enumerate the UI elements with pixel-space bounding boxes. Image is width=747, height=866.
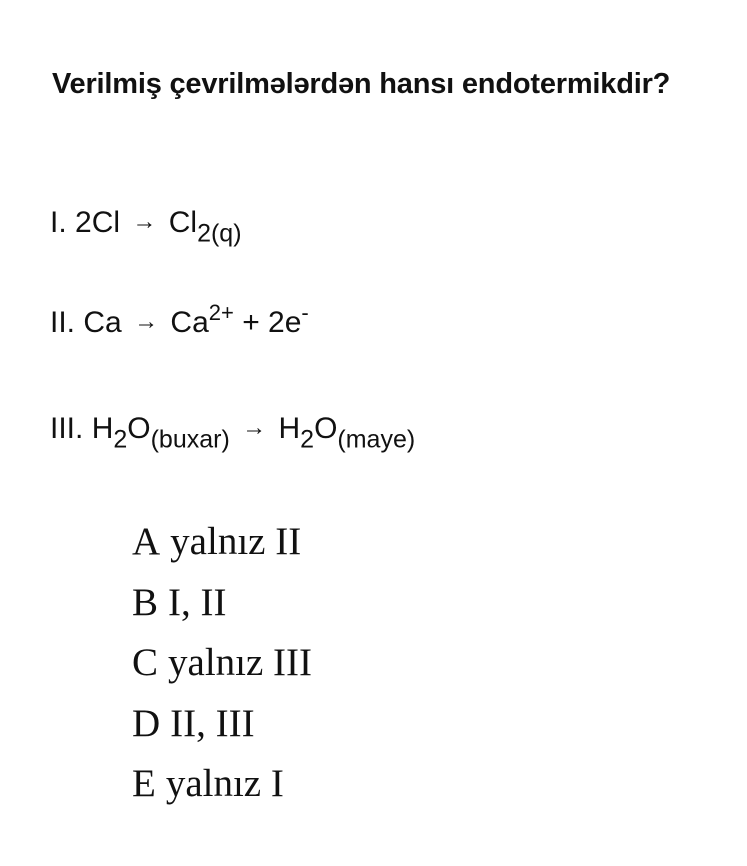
statement-3-numeral: III. (50, 412, 84, 445)
option-letter: E (132, 762, 156, 805)
option-letter: A (132, 520, 161, 563)
option-d[interactable] (132, 694, 312, 755)
statement-2-rhs-charge: 2+ (208, 299, 234, 325)
option-text: yalnız I (165, 762, 284, 805)
statement-1-numeral: I. (50, 206, 67, 239)
option-text: yalnız III (168, 641, 313, 684)
reaction-arrow-icon: → (242, 414, 267, 441)
option-text: I, II (168, 580, 227, 624)
statement-3-rhs-subscript: 2 (300, 425, 315, 454)
option-a[interactable] (132, 512, 312, 573)
statement-1-rhs-subscript: 2(q) (197, 219, 242, 248)
statement-2-rhs: Ca (170, 306, 209, 339)
statement-2-rhs-electrons: + 2e (233, 306, 302, 339)
option-c[interactable] (132, 633, 312, 694)
statement-1 (50, 202, 242, 248)
statement-3-rhs-h: H (278, 412, 301, 445)
answer-options (132, 512, 312, 815)
option-e[interactable] (132, 754, 312, 815)
option-text: yalnız II (170, 520, 302, 563)
reaction-arrow-icon: → (132, 208, 157, 235)
statement-3-rhs-state: (maye) (337, 425, 416, 454)
option-b[interactable] (132, 573, 312, 634)
option-letter: C (132, 641, 159, 684)
statement-3 (50, 408, 416, 454)
statement-3-lhs-h: H (91, 412, 114, 445)
option-text: II, III (170, 701, 255, 745)
statement-3-lhs-subscript: 2 (113, 425, 128, 454)
question-text: Verilmiş çevrilmələrdən hansı endotermikdir? (52, 68, 671, 100)
statement-2-numeral: II. (50, 306, 76, 339)
option-letter: B (132, 580, 159, 624)
reaction-arrow-icon: → (134, 308, 159, 335)
statement-3-lhs-state: (buxar) (150, 425, 230, 454)
statement-2-lhs: Ca (83, 306, 122, 339)
statement-2 (50, 299, 309, 343)
statement-3-lhs-o: O (127, 412, 151, 445)
statement-3-rhs-o: O (314, 412, 338, 445)
statement-1-rhs: Cl (168, 206, 198, 239)
statement-2-electron-charge: - (301, 299, 309, 325)
statement-1-lhs: 2Cl (75, 206, 121, 239)
option-letter: D (132, 701, 161, 745)
